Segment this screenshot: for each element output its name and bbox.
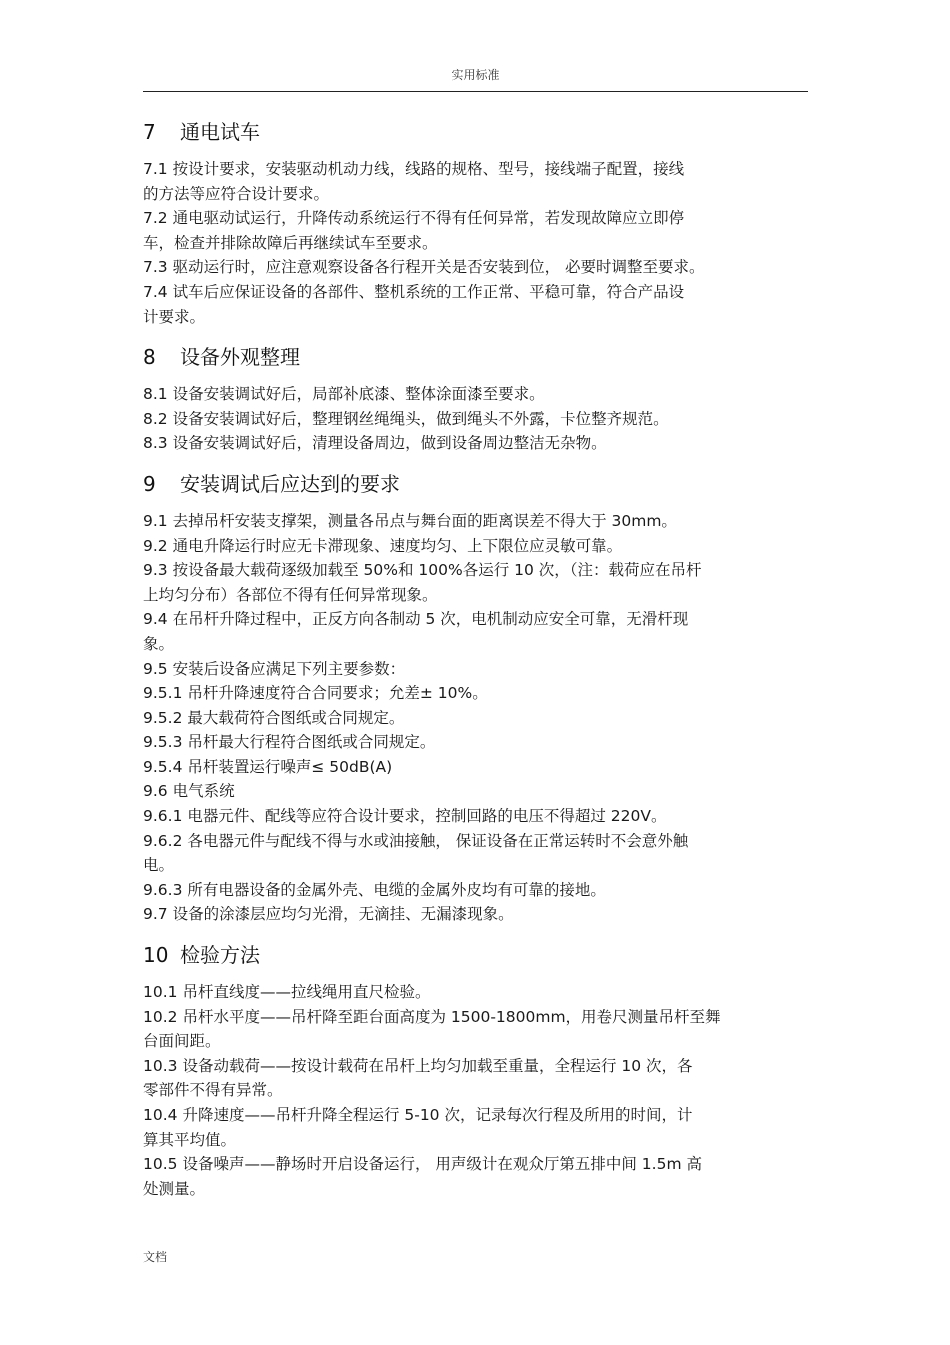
paragraph-line: 算其平均值。 <box>143 1130 237 1149</box>
paragraph-line: 10.3 设备动载荷——按设计载荷在吊杆上均匀加载至重量，全程运行 10 次，各 <box>143 1056 693 1075</box>
paragraph-line: 10.4 升降速度——吊杆升降全程运行 5-10 次，记录每次行程及所用的时间，计 <box>143 1106 693 1124</box>
page-header: 实用标准 <box>451 68 500 82</box>
section-title: 检验方法 <box>180 943 260 968</box>
section-number: 7 <box>143 120 156 144</box>
paragraph-line: 处测量。 <box>143 1179 206 1198</box>
paragraph-line: 9.5.2 最大载荷符合图纸或合同规定。 <box>143 708 405 727</box>
paragraph-line: 9.6.3 所有电器设备的金属外壳、电缆的金属外皮均有可靠的接地。 <box>143 880 606 899</box>
paragraph-line: 9.6.2 各电器元件与配线不得与水或油接触， 保证设备在正常运转时不会意外触 <box>143 831 689 850</box>
paragraph-line: 10.2 吊杆水平度——吊杆降至距台面高度为 1500-1800mm，用卷尺测量吊杆至舞 <box>143 1007 721 1026</box>
page-footer: 文档 <box>143 1250 168 1264</box>
paragraph-line: 8.1 设备安装调试好后，局部补底漆、整体涂面漆至要求。 <box>143 385 545 404</box>
section-heading <box>143 470 811 498</box>
section-heading <box>143 941 811 969</box>
paragraph-line: 8.3 设备安装调试好后，清理设备周边，做到设备周边整洁无杂物。 <box>143 434 607 453</box>
section-heading <box>143 118 811 146</box>
section-10 <box>143 941 811 1201</box>
paragraph-line: 9.3 按设备最大载荷逐级加载至 50%和 100%各运行 10 次，（注：载荷应在吊杆 <box>143 561 702 580</box>
document-body <box>143 118 811 1201</box>
paragraph-line: 9.5 安装后设备应满足下列主要参数： <box>143 659 406 678</box>
paragraph-line: 7.2 通电驱动试运行，升降传动系统运行不得有任何异常，若发现故障应立即停 <box>143 209 685 228</box>
section-8 <box>143 343 811 456</box>
paragraph-line: 9.7 设备的涂漆层应均匀光滑，无滴挂、无漏漆现象。 <box>143 905 514 924</box>
section-title: 设备外观整理 <box>180 345 300 370</box>
section-number: 8 <box>143 345 156 370</box>
section-9 <box>143 470 811 927</box>
paragraph-line: 9.2 通电升降运行时应无卡滞现象、速度均匀、上下限位应灵敏可靠。 <box>143 536 623 555</box>
paragraph-line: 7.4 试车后应保证设备的各部件、整机系统的工作正常、平稳可靠，符合产品设 <box>143 282 685 301</box>
paragraph-line: 车，检查并排除故障后再继续试车至要求。 <box>143 233 438 252</box>
paragraph-line: 9.5.3 吊杆最大行程符合图纸或合同规定。 <box>143 733 436 752</box>
section-7 <box>143 118 811 329</box>
paragraph-line: 9.6 电气系统 <box>143 782 235 801</box>
paragraph-line: 8.2 设备安装调试好后，整理钢丝绳绳头，做到绳头不外露，卡位整齐规范。 <box>143 409 669 428</box>
paragraph-line: 10.1 吊杆直线度——拉线绳用直尺检验。 <box>143 983 431 1002</box>
paragraph-line: 电。 <box>143 856 175 875</box>
header-rule <box>143 91 808 92</box>
paragraph-line: 9.5.4 吊杆装置运行噪声≤ 50dB(A) <box>143 757 393 776</box>
section-heading <box>143 343 811 371</box>
paragraph-line: 9.4 在吊杆升降过程中，正反方向各制动 5 次，电机制动应安全可靠，无滑杆现 <box>143 610 689 629</box>
section-number: 9 <box>143 471 156 496</box>
paragraph-line: 的方法等应符合设计要求。 <box>143 184 330 203</box>
paragraph-line: 7.1 按设计要求，安装驱动机动力线，线路的规格、型号，接线端子配置，接线 <box>143 160 685 178</box>
paragraph-line: 计要求。 <box>143 307 206 326</box>
paragraph-line: 零部件不得有异常。 <box>143 1081 283 1100</box>
paragraph-line: 9.5.1 吊杆升降速度符合合同要求；允差± 10%。 <box>143 684 488 703</box>
paragraph-line: 7.3 驱动运行时，应注意观察设备各行程开关是否安装到位， 必要时调整至要求。 <box>143 258 705 277</box>
section-title: 安装调试后应达到的要求 <box>180 471 400 496</box>
section-number: 10 <box>143 943 169 968</box>
section-title: 通电试车 <box>180 120 260 144</box>
paragraph-line: 9.1 去掉吊杆安装支撑架，测量各吊点与舞台面的距离误差不得大于 30mm。 <box>143 511 677 530</box>
paragraph-line: 9.6.1 电器元件、配线等应符合设计要求，控制回路的电压不得超过 220V。 <box>143 807 667 826</box>
paragraph-line: 10.5 设备噪声——静场时开启设备运行， 用声级计在观众厅第五排中间 1.5m 高 <box>143 1155 702 1174</box>
paragraph-line: 象。 <box>143 634 175 653</box>
paragraph-line: 台面间距。 <box>143 1032 221 1051</box>
paragraph-line: 上均匀分布）各部位不得有任何异常现象。 <box>143 585 438 604</box>
